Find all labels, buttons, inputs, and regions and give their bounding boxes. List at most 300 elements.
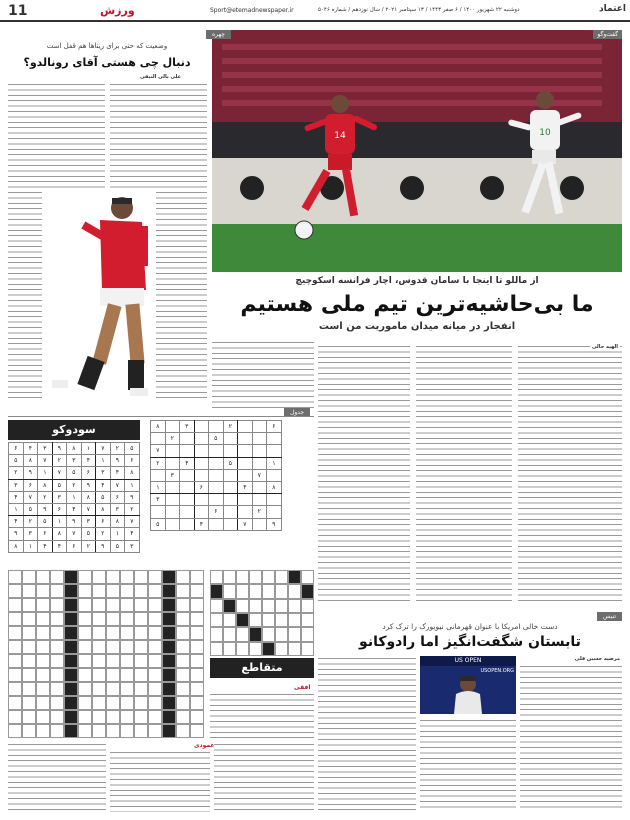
sudoku-cell[interactable] <box>180 518 195 530</box>
sudoku-cell[interactable]: ۸ <box>110 516 125 528</box>
crossword-cell[interactable] <box>134 668 148 682</box>
crossword-cell[interactable] <box>64 570 78 584</box>
sudoku-cell[interactable]: ۲ <box>23 516 38 528</box>
sudoku-cell[interactable] <box>252 445 267 457</box>
sudoku-cell[interactable]: ۱ <box>9 503 24 515</box>
crossword-cell[interactable] <box>36 640 50 654</box>
sudoku-cell[interactable]: ۹ <box>81 479 96 491</box>
crossword-cell[interactable] <box>176 696 190 710</box>
crossword-cell[interactable] <box>148 668 162 682</box>
crossword-cell[interactable] <box>190 598 204 612</box>
crossword-cell[interactable] <box>120 710 134 724</box>
crossword-cell[interactable] <box>134 710 148 724</box>
sudoku-cell[interactable] <box>180 506 195 518</box>
crossword-cell[interactable] <box>148 710 162 724</box>
crossword-cell[interactable] <box>36 654 50 668</box>
crossword-cell[interactable] <box>8 710 22 724</box>
crossword-cell[interactable] <box>106 696 120 710</box>
sudoku-cell[interactable]: ۲ <box>125 503 140 515</box>
sudoku-cell[interactable]: ۵ <box>125 443 140 455</box>
sudoku-cell[interactable]: ۶ <box>67 540 82 552</box>
crossword-cell[interactable] <box>92 654 106 668</box>
sudoku-cell[interactable] <box>238 457 253 469</box>
sudoku-cell[interactable]: ۸ <box>67 443 82 455</box>
sudoku-cell[interactable] <box>165 518 180 530</box>
sudoku-cell[interactable] <box>180 481 195 493</box>
crossword-cell[interactable] <box>301 584 314 598</box>
sudoku-cell[interactable]: ۳ <box>110 503 125 515</box>
sudoku-cell[interactable]: ۷ <box>38 455 53 467</box>
crossword-cell[interactable] <box>288 570 301 584</box>
crossword-cell[interactable] <box>120 626 134 640</box>
sudoku-cell[interactable]: ۹ <box>23 467 38 479</box>
sudoku-cell[interactable]: ۸ <box>96 503 111 515</box>
crossword-cell[interactable] <box>92 640 106 654</box>
crossword-cell[interactable] <box>162 668 176 682</box>
crossword-cell[interactable] <box>210 627 223 641</box>
crossword-cell[interactable] <box>50 640 64 654</box>
sudoku-cell[interactable]: ۵ <box>96 491 111 503</box>
sudoku-cell[interactable] <box>252 433 267 445</box>
crossword-cell[interactable] <box>223 613 236 627</box>
sudoku-cell[interactable] <box>194 421 209 433</box>
sudoku-cell[interactable] <box>165 494 180 506</box>
sudoku-cell[interactable] <box>223 433 238 445</box>
crossword-cell[interactable] <box>64 640 78 654</box>
crossword-cell[interactable] <box>148 724 162 738</box>
crossword-cell[interactable] <box>190 570 204 584</box>
crossword-cell[interactable] <box>223 570 236 584</box>
sudoku-cell[interactable] <box>267 506 282 518</box>
crossword-cell[interactable] <box>64 584 78 598</box>
crossword-cell[interactable] <box>176 710 190 724</box>
sudoku-cell[interactable]: ۱ <box>52 516 67 528</box>
crossword-cell[interactable] <box>148 598 162 612</box>
crossword-cell[interactable] <box>190 654 204 668</box>
crossword-cell[interactable] <box>176 570 190 584</box>
crossword-cell[interactable] <box>106 668 120 682</box>
crossword-cell[interactable] <box>176 626 190 640</box>
crossword-cell[interactable] <box>22 654 36 668</box>
crossword-cell[interactable] <box>162 696 176 710</box>
sudoku-cell[interactable] <box>267 445 282 457</box>
crossword-cell[interactable] <box>288 642 301 656</box>
crossword-cell[interactable] <box>275 613 288 627</box>
sudoku-cell[interactable] <box>209 457 224 469</box>
crossword-cell[interactable] <box>275 599 288 613</box>
crossword-cell[interactable] <box>288 599 301 613</box>
crossword-cell[interactable] <box>92 696 106 710</box>
sudoku-cell[interactable] <box>267 433 282 445</box>
crossword-cell[interactable] <box>120 668 134 682</box>
crossword-cell[interactable] <box>162 626 176 640</box>
crossword-cell[interactable] <box>223 584 236 598</box>
sudoku-cell[interactable]: ۳ <box>125 540 140 552</box>
crossword-cell[interactable] <box>50 598 64 612</box>
sudoku-cell[interactable] <box>238 421 253 433</box>
sudoku-cell[interactable]: ۶ <box>81 467 96 479</box>
crossword-cell[interactable] <box>106 654 120 668</box>
sudoku-cell[interactable]: ۹ <box>38 503 53 515</box>
sudoku-cell[interactable]: ۵ <box>38 516 53 528</box>
crossword-cell[interactable] <box>236 642 249 656</box>
crossword-cell[interactable] <box>120 570 134 584</box>
sudoku-cell[interactable]: ۷ <box>125 516 140 528</box>
crossword-cell[interactable] <box>8 570 22 584</box>
sudoku-cell[interactable]: ۶ <box>267 421 282 433</box>
sudoku-cell[interactable]: ۲ <box>38 491 53 503</box>
crossword-cell[interactable] <box>262 584 275 598</box>
sudoku-cell[interactable] <box>194 433 209 445</box>
crossword-cell[interactable] <box>236 599 249 613</box>
crossword-cell[interactable] <box>106 584 120 598</box>
sudoku-cell[interactable]: ۹ <box>267 518 282 530</box>
sudoku-cell[interactable]: ۳ <box>38 443 53 455</box>
sudoku-cell[interactable]: ۹ <box>52 443 67 455</box>
crossword-cell[interactable] <box>22 626 36 640</box>
sudoku-cell[interactable]: ۳ <box>81 516 96 528</box>
header-email[interactable]: Sport@etemadnewspaper.ir <box>210 7 294 14</box>
crossword-cell[interactable] <box>190 640 204 654</box>
sudoku-cell[interactable]: ۴ <box>125 528 140 540</box>
crossword-cell[interactable] <box>50 710 64 724</box>
crossword-cell[interactable] <box>262 599 275 613</box>
crossword-cell[interactable] <box>50 584 64 598</box>
crossword-cell[interactable] <box>64 724 78 738</box>
sudoku-cell[interactable] <box>165 457 180 469</box>
crossword-cell[interactable] <box>106 724 120 738</box>
crossword-cell[interactable] <box>50 682 64 696</box>
sudoku-cell[interactable]: ۲ <box>9 467 24 479</box>
sudoku-cell[interactable]: ۱ <box>23 540 38 552</box>
crossword-cell[interactable] <box>22 612 36 626</box>
crossword-cell[interactable] <box>92 626 106 640</box>
crossword-cell[interactable] <box>78 724 92 738</box>
sudoku-cell[interactable]: ۶ <box>96 516 111 528</box>
sudoku-cell[interactable]: ۱ <box>81 443 96 455</box>
sudoku-cell[interactable]: ۵ <box>110 540 125 552</box>
crossword-cell[interactable] <box>64 682 78 696</box>
crossword-cell[interactable] <box>176 598 190 612</box>
crossword-cell[interactable] <box>162 612 176 626</box>
crossword-cell[interactable] <box>8 668 22 682</box>
crossword-cell[interactable] <box>148 640 162 654</box>
sudoku-cell[interactable]: ۱ <box>96 455 111 467</box>
sudoku-cell[interactable]: ۸ <box>23 455 38 467</box>
sudoku-cell[interactable]: ۷ <box>151 445 166 457</box>
sudoku-grid-b[interactable] <box>8 442 140 553</box>
crossword-cell[interactable] <box>8 612 22 626</box>
crossword-cell[interactable] <box>92 668 106 682</box>
crossword-cell[interactable] <box>50 696 64 710</box>
sudoku-cell[interactable]: ۷ <box>81 503 96 515</box>
crossword-cell[interactable] <box>64 626 78 640</box>
sudoku-cell[interactable] <box>252 421 267 433</box>
crossword-cell[interactable] <box>78 612 92 626</box>
sudoku-cell[interactable]: ۴ <box>67 503 82 515</box>
crossword-cell[interactable] <box>22 640 36 654</box>
sudoku-cell[interactable] <box>252 481 267 493</box>
crossword-cell[interactable] <box>92 570 106 584</box>
sudoku-cell[interactable] <box>238 469 253 481</box>
sudoku-cell[interactable]: ۶ <box>52 503 67 515</box>
sudoku-cell[interactable]: ۳ <box>67 455 82 467</box>
sudoku-cell[interactable] <box>180 494 195 506</box>
sudoku-cell[interactable] <box>223 445 238 457</box>
sudoku-cell[interactable]: ۸ <box>52 528 67 540</box>
crossword-cell[interactable] <box>36 682 50 696</box>
crossword-cell[interactable] <box>78 710 92 724</box>
crossword-cell[interactable] <box>134 640 148 654</box>
crossword-cell[interactable] <box>36 710 50 724</box>
sudoku-cell[interactable] <box>223 469 238 481</box>
crossword-cell[interactable] <box>176 724 190 738</box>
crossword-cell[interactable] <box>249 613 262 627</box>
crossword-cell[interactable] <box>288 627 301 641</box>
crossword-cell[interactable] <box>92 710 106 724</box>
crossword-cell[interactable] <box>223 642 236 656</box>
crossword-cell[interactable] <box>8 682 22 696</box>
crossword-cell[interactable] <box>288 613 301 627</box>
sudoku-cell[interactable]: ۳ <box>9 479 24 491</box>
sudoku-cell[interactable]: ۵ <box>223 457 238 469</box>
crossword-cell[interactable] <box>78 696 92 710</box>
crossword-cell[interactable] <box>78 682 92 696</box>
crossword-cell[interactable] <box>36 668 50 682</box>
crossword-cell[interactable] <box>50 626 64 640</box>
crossword-cell[interactable] <box>50 668 64 682</box>
sudoku-cell[interactable]: ۴ <box>9 516 24 528</box>
crossword-cell[interactable] <box>275 642 288 656</box>
crossword-cell[interactable] <box>210 613 223 627</box>
crossword-cell[interactable] <box>223 627 236 641</box>
sudoku-cell[interactable]: ۴ <box>238 481 253 493</box>
sudoku-cell[interactable] <box>194 445 209 457</box>
crossword-cell[interactable] <box>120 682 134 696</box>
crossword-cell[interactable] <box>8 724 22 738</box>
crossword-cell[interactable] <box>120 724 134 738</box>
crossword-cell[interactable] <box>78 626 92 640</box>
crossword-cell[interactable] <box>106 626 120 640</box>
sudoku-cell[interactable]: ۷ <box>67 528 82 540</box>
crossword-cell[interactable] <box>249 584 262 598</box>
crossword-cell[interactable] <box>262 627 275 641</box>
sudoku-cell[interactable]: ۵ <box>209 433 224 445</box>
sudoku-cell[interactable]: ۴ <box>180 457 195 469</box>
crossword-cell[interactable] <box>176 682 190 696</box>
crossword-cell[interactable] <box>275 584 288 598</box>
crossword-cell[interactable] <box>190 724 204 738</box>
crossword-cell[interactable] <box>8 598 22 612</box>
crossword-cell[interactable] <box>134 654 148 668</box>
crossword-cell[interactable] <box>8 626 22 640</box>
crossword-cell[interactable] <box>134 682 148 696</box>
crossword-cell[interactable] <box>8 654 22 668</box>
sudoku-cell[interactable]: ۴ <box>9 491 24 503</box>
crossword-cell[interactable] <box>262 642 275 656</box>
crossword-grid-right[interactable] <box>210 570 314 656</box>
sudoku-cell[interactable]: ۴ <box>38 540 53 552</box>
sudoku-cell[interactable] <box>209 481 224 493</box>
crossword-cell[interactable] <box>106 598 120 612</box>
crossword-cell[interactable] <box>120 696 134 710</box>
crossword-cell[interactable] <box>210 570 223 584</box>
sudoku-cell[interactable]: ۲ <box>223 421 238 433</box>
crossword-cell[interactable] <box>120 598 134 612</box>
sudoku-cell[interactable]: ۱ <box>267 457 282 469</box>
sudoku-cell[interactable] <box>194 469 209 481</box>
sudoku-cell[interactable] <box>223 481 238 493</box>
sudoku-cell[interactable] <box>209 445 224 457</box>
sudoku-cell[interactable] <box>209 494 224 506</box>
crossword-cell[interactable] <box>22 724 36 738</box>
crossword-cell[interactable] <box>64 654 78 668</box>
crossword-cell[interactable] <box>162 584 176 598</box>
crossword-cell[interactable] <box>236 570 249 584</box>
crossword-cell[interactable] <box>249 570 262 584</box>
crossword-cell[interactable] <box>162 640 176 654</box>
crossword-cell[interactable] <box>236 584 249 598</box>
crossword-cell[interactable] <box>64 696 78 710</box>
sudoku-cell[interactable]: ۷ <box>23 491 38 503</box>
crossword-cell[interactable] <box>78 654 92 668</box>
sudoku-cell[interactable]: ۸ <box>81 491 96 503</box>
sudoku-cell[interactable] <box>252 518 267 530</box>
sudoku-cell[interactable]: ۱ <box>38 467 53 479</box>
crossword-cell[interactable] <box>36 584 50 598</box>
crossword-cell[interactable] <box>134 696 148 710</box>
sudoku-cell[interactable]: ۲ <box>67 479 82 491</box>
crossword-cell[interactable] <box>236 627 249 641</box>
crossword-cell[interactable] <box>8 584 22 598</box>
crossword-cell[interactable] <box>162 598 176 612</box>
crossword-cell[interactable] <box>92 584 106 598</box>
sudoku-cell[interactable] <box>209 518 224 530</box>
crossword-cell[interactable] <box>78 570 92 584</box>
crossword-cell[interactable] <box>288 584 301 598</box>
crossword-cell[interactable] <box>301 570 314 584</box>
crossword-cell[interactable] <box>190 584 204 598</box>
crossword-cell[interactable] <box>106 570 120 584</box>
sudoku-cell[interactable] <box>267 494 282 506</box>
crossword-grid-left[interactable] <box>8 570 204 738</box>
sudoku-cell[interactable]: ۵ <box>81 528 96 540</box>
crossword-cell[interactable] <box>262 570 275 584</box>
crossword-cell[interactable] <box>162 654 176 668</box>
sudoku-cell[interactable]: ۵ <box>151 518 166 530</box>
sudoku-cell[interactable] <box>151 506 166 518</box>
crossword-cell[interactable] <box>78 640 92 654</box>
sudoku-cell[interactable]: ۲ <box>52 455 67 467</box>
crossword-cell[interactable] <box>249 627 262 641</box>
crossword-cell[interactable] <box>210 584 223 598</box>
crossword-cell[interactable] <box>210 642 223 656</box>
sudoku-cell[interactable] <box>151 469 166 481</box>
crossword-cell[interactable] <box>162 710 176 724</box>
sudoku-cell[interactable]: ۳ <box>180 421 195 433</box>
crossword-cell[interactable] <box>106 612 120 626</box>
crossword-cell[interactable] <box>301 627 314 641</box>
sudoku-cell[interactable]: ۵ <box>23 503 38 515</box>
crossword-cell[interactable] <box>50 654 64 668</box>
sudoku-cell[interactable] <box>209 469 224 481</box>
crossword-cell[interactable] <box>134 626 148 640</box>
sudoku-cell[interactable]: ۹ <box>110 455 125 467</box>
sudoku-cell[interactable]: ۹ <box>125 491 140 503</box>
sudoku-cell[interactable]: ۲ <box>81 540 96 552</box>
sudoku-cell[interactable]: ۵ <box>9 455 24 467</box>
crossword-cell[interactable] <box>190 682 204 696</box>
crossword-cell[interactable] <box>176 640 190 654</box>
sudoku-cell[interactable]: ۷ <box>252 469 267 481</box>
sudoku-cell[interactable]: ۵ <box>52 479 67 491</box>
crossword-cell[interactable] <box>236 613 249 627</box>
crossword-cell[interactable] <box>275 570 288 584</box>
crossword-cell[interactable] <box>190 626 204 640</box>
sudoku-cell[interactable] <box>194 457 209 469</box>
sudoku-cell[interactable]: ۶ <box>23 479 38 491</box>
crossword-cell[interactable] <box>176 668 190 682</box>
crossword-cell[interactable] <box>22 570 36 584</box>
crossword-cell[interactable] <box>148 584 162 598</box>
crossword-cell[interactable] <box>275 627 288 641</box>
sudoku-cell[interactable] <box>223 494 238 506</box>
sudoku-cell[interactable]: ۶ <box>38 528 53 540</box>
sudoku-cell[interactable]: ۲ <box>151 457 166 469</box>
crossword-cell[interactable] <box>106 710 120 724</box>
sudoku-cell[interactable]: ۸ <box>38 479 53 491</box>
sudoku-cell[interactable]: ۲ <box>252 506 267 518</box>
sudoku-cell[interactable]: ۳ <box>151 494 166 506</box>
sudoku-cell[interactable]: ۶ <box>194 481 209 493</box>
sudoku-cell[interactable] <box>209 421 224 433</box>
sudoku-cell[interactable]: ۳ <box>96 467 111 479</box>
sudoku-cell[interactable] <box>223 518 238 530</box>
crossword-cell[interactable] <box>8 640 22 654</box>
crossword-cell[interactable] <box>36 570 50 584</box>
sudoku-cell[interactable] <box>165 421 180 433</box>
crossword-cell[interactable] <box>301 613 314 627</box>
crossword-cell[interactable] <box>120 640 134 654</box>
crossword-cell[interactable] <box>78 584 92 598</box>
crossword-cell[interactable] <box>301 599 314 613</box>
crossword-cell[interactable] <box>162 682 176 696</box>
sudoku-cell[interactable] <box>165 445 180 457</box>
crossword-cell[interactable] <box>148 612 162 626</box>
sudoku-cell[interactable]: ۷ <box>238 518 253 530</box>
sudoku-cell[interactable]: ۳ <box>23 528 38 540</box>
crossword-cell[interactable] <box>36 612 50 626</box>
crossword-cell[interactable] <box>190 668 204 682</box>
crossword-cell[interactable] <box>50 570 64 584</box>
crossword-cell[interactable] <box>148 696 162 710</box>
crossword-cell[interactable] <box>134 612 148 626</box>
sudoku-cell[interactable]: ۹ <box>96 540 111 552</box>
crossword-cell[interactable] <box>223 599 236 613</box>
sudoku-cell[interactable] <box>238 433 253 445</box>
crossword-cell[interactable] <box>64 598 78 612</box>
sudoku-cell[interactable]: ۸ <box>125 467 140 479</box>
crossword-cell[interactable] <box>148 570 162 584</box>
crossword-cell[interactable] <box>210 599 223 613</box>
crossword-cell[interactable] <box>162 724 176 738</box>
sudoku-cell[interactable] <box>238 494 253 506</box>
crossword-cell[interactable] <box>176 654 190 668</box>
crossword-cell[interactable] <box>190 612 204 626</box>
crossword-cell[interactable] <box>262 613 275 627</box>
sudoku-cell[interactable]: ۹ <box>67 516 82 528</box>
crossword-cell[interactable] <box>36 626 50 640</box>
